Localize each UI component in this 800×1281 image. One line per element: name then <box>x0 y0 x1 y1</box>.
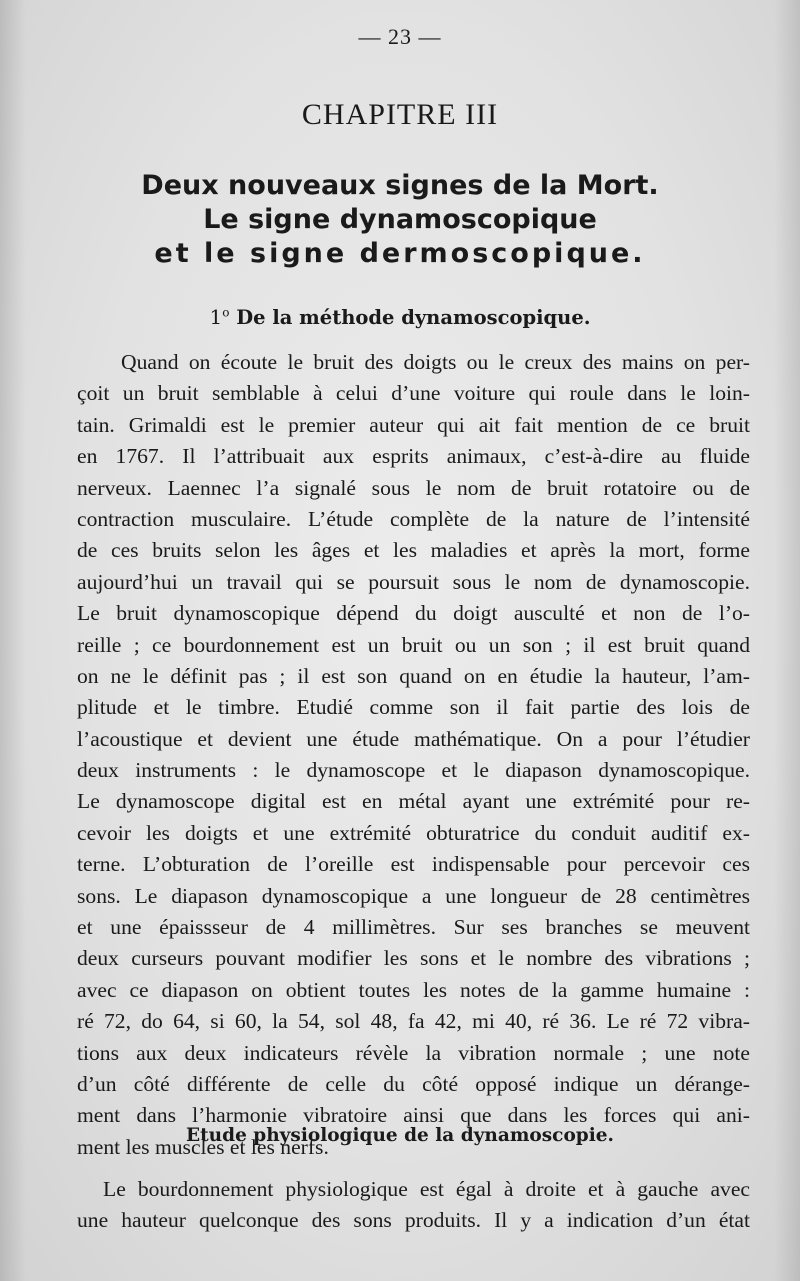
section-number: 1$^o$ <box>209 305 230 329</box>
left-edge-shadow <box>0 0 26 1281</box>
text-line: cevoir les doigts et une extrémité obturatrice du conduit auditif ex- <box>77 820 750 845</box>
text-line: Le bourdonnement physiologique est égal à droite et à gauche avec <box>103 1177 750 1201</box>
text-line: tions aux deux indicateurs révèle la vibration normale ; une note <box>77 1040 750 1065</box>
subsection-heading: Etude physiologique de la dynamoscopie. <box>186 1125 614 1146</box>
chapter-title <box>40 169 760 271</box>
paragraph-1 <box>77 347 750 1163</box>
text-line: d’un côté différente de celle du côté opposé indique un dérange- <box>77 1071 750 1096</box>
text-line: l’acoustique et devient une étude mathématique. On a pour l’étudier <box>77 726 750 751</box>
chapter-title-line-1: Deux nouveaux signes de la Mort. <box>141 170 659 201</box>
page-number: — 23 — <box>358 24 442 49</box>
text-line: plitude et le timbre. Etudié comme son il fait partie des lois de <box>77 695 750 720</box>
text-line: terne. L’obturation de l’oreille est indispensable pour percevoir ces <box>77 852 750 877</box>
text-line: reille ; ce bourdonnement est un bruit ou un son ; il est bruit quand <box>77 632 750 657</box>
text-line: contraction musculaire. L’étude complète de la nature de l’intensité <box>77 506 750 531</box>
paragraph-2 <box>77 1174 750 1237</box>
chapter-title-line-2: Le signe dynamoscopique <box>203 204 597 235</box>
text-line: Le bruit dynamoscopique dépend du doigt ausculté et non de l’o- <box>77 601 750 626</box>
chapter-title-line-3: et le signe dermoscopique. <box>154 238 646 269</box>
text-line: et une épaissseur de 4 millimètres. Sur ses branches se meuvent <box>77 915 750 940</box>
text-line: une hauteur quelconque des sons produits. Il y a indication d’un état <box>77 1208 750 1233</box>
text-line: Le dynamoscope digital est en métal ayant une extrémité pour re- <box>77 789 750 814</box>
text-line: en 1767. Il l’attribuait aux esprits animaux, c’est-à-dire au fluide <box>77 444 750 469</box>
text-line: Quand on écoute le bruit des doigts ou le creux des mains on per- <box>121 350 750 374</box>
text-line: ré 72, do 64, si 60, la 54, sol 48, fa 42, mi 40, ré 36. Le ré 72 vibra- <box>77 1009 750 1034</box>
text-line: on ne le définit pas ; il est son quand on en étudie la hauteur, l’am- <box>77 663 750 688</box>
text-line: de ces bruits selon les âges et les maladies et après la mort, forme <box>77 538 750 563</box>
text-line: deux instruments : le dynamoscope et le diapason dynamoscopique. <box>77 758 750 783</box>
chapter-label: CHAPITRE III <box>301 98 499 131</box>
text-line: nerveux. Laennec l’a signalé sous le nom de bruit rotatoire ou de <box>77 475 750 500</box>
text-line: ment les muscles et les nerfs. <box>77 1134 329 1159</box>
text-line: çoit un bruit semblable à celui d’une voiture qui roule dans le loin- <box>77 381 750 406</box>
text-line: deux curseurs pouvant modifier les sons et le nombre des vibrations ; <box>77 946 750 971</box>
text-line: tain. Grimaldi est le premier auteur qui ait fait mention de ce bruit <box>77 412 750 437</box>
text-line: sons. Le diapason dynamoscopique a une longueur de 28 centimètres <box>77 883 750 908</box>
text-line: ment dans l’harmonie vibratoire ainsi que dans les forces qui ani- <box>77 1103 750 1128</box>
section-heading-text: De la méthode dynamoscopique. <box>236 306 591 329</box>
text-line: aujourd’hui un travail qui se poursuit sous le nom de dynamoscopie. <box>77 569 750 594</box>
right-edge-shadow <box>774 0 800 1281</box>
section-heading <box>0 305 800 329</box>
text-line: avec ce diapason on obtient toutes les notes de la gamme humaine : <box>77 977 750 1002</box>
